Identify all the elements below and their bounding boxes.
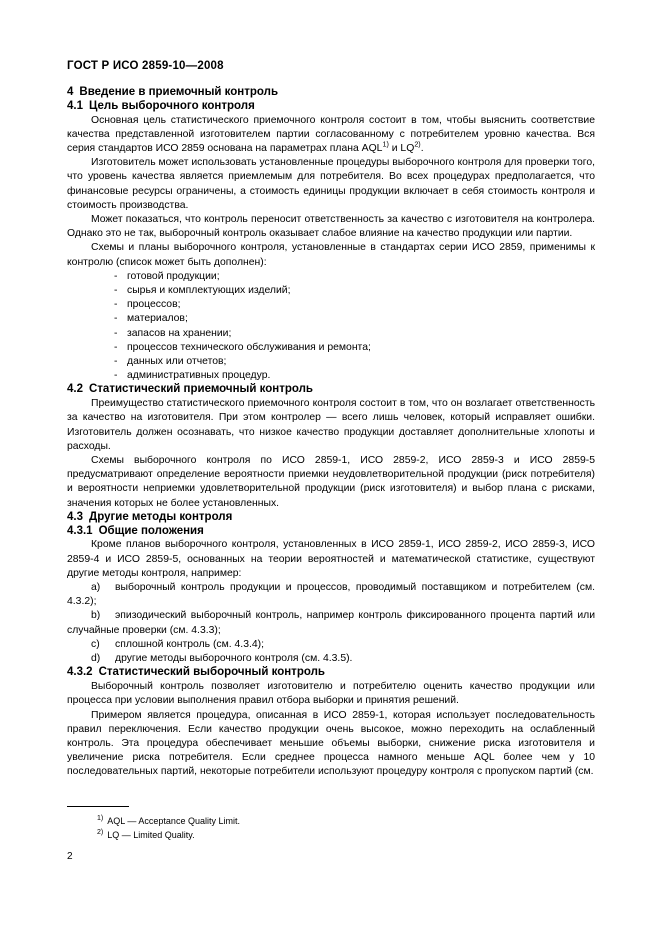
footnote-2-text: LQ — Limited Quality. bbox=[107, 830, 195, 840]
list-item-label: запасов на хранении; bbox=[127, 327, 232, 339]
enum-item-b bbox=[67, 609, 595, 637]
list-item bbox=[114, 369, 595, 383]
paragraph-4-1-1-text-b: и LQ bbox=[388, 143, 415, 154]
paragraph-4-1-1-text-c: . bbox=[420, 143, 424, 154]
dash-marker: - bbox=[114, 356, 118, 368]
footnote-1-marker: 1) bbox=[97, 815, 104, 822]
heading-clause-4-1 bbox=[67, 100, 595, 114]
list-item-label: сырья и комплектующих изделий; bbox=[127, 285, 291, 297]
list-item-label: процессов технического обслуживания и ремонта; bbox=[127, 341, 371, 353]
footnote-block bbox=[67, 806, 387, 841]
paragraph-4-3-2-2 bbox=[67, 709, 595, 780]
heading-section-4-number: 4 bbox=[67, 86, 74, 98]
heading-clause-4-3-1-number: 4.3.1 bbox=[67, 524, 93, 537]
heading-clause-4-3-title: Другие методы контроля bbox=[89, 510, 233, 523]
paragraph-4-1-1 bbox=[67, 114, 595, 157]
paragraph-4-2-1-text: Преимущество статистического приемочного контроля состоит в том, что он возлагает ответственность за качество на изготовителя. При этом контролер — всего лишь человек, который исправляет ошибки. Изготовитель должен осознавать, что низкое качество продукции доставляет дополнительные хлопоты и расходы. bbox=[67, 398, 595, 452]
enum-item-d-text: другие методы выборочного контроля (см. 4.3.5). bbox=[115, 653, 353, 665]
paragraph-4-1-4 bbox=[67, 241, 595, 269]
document-body bbox=[67, 86, 595, 780]
paragraph-4-3-1-1 bbox=[67, 538, 595, 581]
enum-item-a bbox=[67, 581, 595, 609]
paragraph-4-3-2-2-text: Примером является процедура, описанная в ИСО 2859-1, которая использует последовательность правил переключения. Если качество продукции очень высокое, можно переходить на ослабленный контроль. Эта процедура обеспечивает меньшие объемы выборки, снижение риска изготовителя и увеличение риска потребителя. Если среднее процесса намного меньше AQL более чем у 10 последовательных партий, некоторые потребители используют процедуру контроля с пропуском партий (см. bbox=[67, 709, 595, 778]
dash-marker: - bbox=[114, 270, 118, 282]
list-item-label: данных или отчетов; bbox=[127, 356, 227, 368]
enum-item-d-label: d) bbox=[91, 653, 101, 665]
list-item bbox=[114, 327, 595, 341]
heading-section-4-title: Введение в приемочный контроль bbox=[79, 86, 279, 98]
paragraph-4-1-2-text: Изготовитель может использовать установленные процедуры выборочного контроля для проверки того, что уровень качества является приемлемым для потребителя. Во всех процедурах предполагается, что финансовые ресурсы ограничены, а стоимость единицы продукции включает в себя стоимость контроля и стоимость производства. bbox=[67, 157, 595, 211]
list-item bbox=[114, 355, 595, 369]
page-number: 2 bbox=[67, 851, 73, 862]
paragraph-4-2-2 bbox=[67, 454, 595, 511]
dash-marker: - bbox=[114, 327, 118, 339]
footnote-separator-rule bbox=[67, 806, 129, 807]
footnote-ref-1: 1) bbox=[382, 139, 389, 149]
paragraph-4-2-2-text: Схемы выборочного контроля по ИСО 2859-1, ИСО 2859-2, ИСО 2859-3 и ИСО 2859-5 предусматривают определение вероятности приемки неудовлетворительной продукции (риск потребителя) и вероятности неприемки удовлетворительной продукции (риск изготовителя) и выбор плана с рисками, значения которых не более установленных. bbox=[67, 455, 595, 509]
paragraph-4-3-2-1 bbox=[67, 680, 595, 708]
footnote-1-text: AQL — Acceptance Quality Limit. bbox=[107, 816, 240, 826]
list-item-label: административных процедур. bbox=[127, 370, 271, 382]
heading-section-4 bbox=[67, 86, 595, 100]
paragraph-4-1-2 bbox=[67, 156, 595, 213]
heading-clause-4-2-title: Статистический приемочный контроль bbox=[89, 383, 313, 396]
dash-marker: - bbox=[114, 285, 118, 297]
dash-marker: - bbox=[114, 370, 118, 382]
paragraph-4-2-1 bbox=[67, 397, 595, 454]
list-item bbox=[114, 341, 595, 355]
enum-item-b-label: b) bbox=[91, 610, 101, 622]
paragraph-4-1-4-text: Схемы и планы выборочного контроля, установленные в стандартах серии ИСО 2859, применимы к контролю (список может быть дополнен): bbox=[67, 242, 595, 268]
list-item bbox=[114, 284, 595, 298]
enum-item-d bbox=[67, 652, 595, 666]
inspection-scope-list bbox=[67, 270, 595, 384]
paragraph-4-3-1-1-text: Кроме планов выборочного контроля, установленных в ИСО 2859-1, ИСО 2859-2, ИСО 2859-3, ИСО 2859-4 и ИСО 2859-5, основанных на теории вероятностей и математической статистике, существуют другие методы контроля, например: bbox=[67, 539, 595, 579]
paragraph-4-1-1-text-a: Основная цель статистического приемочного контроля состоит в том, чтобы выяснить соответствие качества представленной изготовителем партии согласованному с потребителем уровню качества. Вся серия стандартов ИСО 2859 основана на параметрах плана AQL bbox=[67, 114, 595, 154]
footnote-ref-2: 2) bbox=[414, 139, 421, 149]
enum-item-b-text: эпизодический выборочный контроль, например контроль фиксированного процента партий или случайные проверки (см. 4.3.3); bbox=[67, 610, 595, 636]
heading-clause-4-3-1 bbox=[67, 525, 595, 539]
paragraph-4-1-3-text: Может показаться, что контроль переносит ответственность за качество с изготовителя на контролера. Однако это не так, выборочный контроль оказывает слабое влияние на качество продукции или партии. bbox=[67, 214, 595, 240]
footnote-2-marker: 2) bbox=[97, 829, 104, 836]
running-header: ГОСТ Р ИСО 2859-10—2008 bbox=[67, 60, 224, 72]
heading-clause-4-3-2-number: 4.3.2 bbox=[67, 666, 93, 679]
footnote-1 bbox=[67, 813, 387, 827]
paragraph-4-1-3 bbox=[67, 213, 595, 241]
heading-clause-4-3-1-title: Общие положения bbox=[98, 524, 204, 537]
heading-clause-4-3-number: 4.3 bbox=[67, 510, 83, 523]
list-item-label: процессов; bbox=[127, 299, 181, 311]
dash-marker: - bbox=[114, 313, 118, 325]
enum-item-c bbox=[67, 638, 595, 652]
heading-clause-4-1-number: 4.1 bbox=[67, 99, 83, 112]
heading-clause-4-1-title: Цель выборочного контроля bbox=[89, 99, 255, 112]
list-item bbox=[114, 312, 595, 326]
list-item-label: материалов; bbox=[127, 313, 188, 325]
enum-item-c-text: сплошной контроль (см. 4.3.4); bbox=[115, 638, 264, 650]
list-item bbox=[114, 270, 595, 284]
heading-clause-4-3-2 bbox=[67, 666, 595, 680]
list-item-label: готовой продукции; bbox=[127, 270, 220, 282]
dash-marker: - bbox=[114, 299, 118, 311]
enum-item-a-label: a) bbox=[91, 582, 101, 594]
dash-marker: - bbox=[114, 341, 118, 353]
heading-clause-4-2-number: 4.2 bbox=[67, 383, 83, 396]
footnote-2 bbox=[67, 827, 387, 841]
enum-item-a-text: выборочный контроль продукции и процессов, проводимый поставщиком и потребителем (см. 4.3.2); bbox=[67, 582, 595, 608]
enum-item-c-label: c) bbox=[91, 638, 100, 650]
list-item bbox=[114, 298, 595, 312]
paragraph-4-3-2-1-text: Выборочный контроль позволяет изготовителю и потребителю оценить качество продукции или процесса при условии выполнения правил отбора выборки и принятия решений. bbox=[67, 681, 595, 707]
heading-clause-4-3-2-title: Статистический выборочный контроль bbox=[98, 666, 325, 679]
heading-clause-4-2 bbox=[67, 383, 595, 397]
heading-clause-4-3 bbox=[67, 511, 595, 525]
